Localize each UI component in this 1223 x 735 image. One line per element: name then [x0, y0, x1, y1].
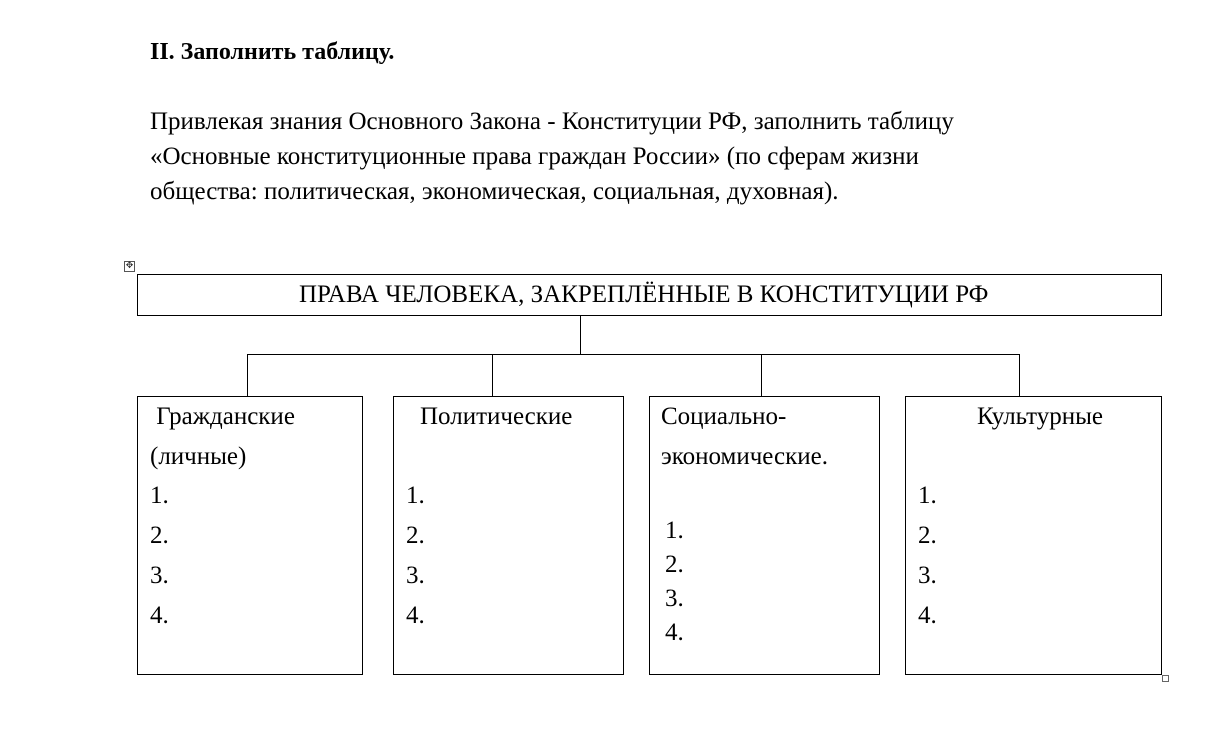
- list-item: 4.: [406, 602, 425, 629]
- list-item: 4.: [665, 619, 684, 646]
- column-title-line: Политические: [420, 403, 573, 430]
- column-box-political[interactable]: [393, 396, 624, 675]
- connector-line: [247, 354, 1020, 355]
- resize-handle-icon[interactable]: [1162, 675, 1169, 682]
- column-title-socioeconomic: [661, 397, 828, 477]
- table-title-box[interactable]: [137, 274, 1162, 316]
- list-item: 3.: [150, 562, 169, 589]
- list-item: 1.: [406, 482, 425, 509]
- column-title-line: экономические.: [661, 443, 828, 470]
- instructions-line: Привлекая знания Основного Закона - Конституции РФ, заполнить таблицу: [150, 108, 954, 135]
- list-item: 2.: [665, 551, 684, 578]
- list-item: 3.: [918, 562, 937, 589]
- column-title-line: Гражданские: [150, 403, 295, 430]
- list-item: 1.: [918, 482, 937, 509]
- column-title-civil: [150, 397, 295, 477]
- list-item: 2.: [150, 522, 169, 549]
- column-box-civil[interactable]: [137, 396, 363, 675]
- connector-line: [580, 316, 581, 355]
- instructions-line: «Основные конституционные права граждан России» (по сферам жизни: [150, 143, 919, 170]
- instructions-paragraph: [150, 104, 954, 209]
- column-title-line: Культурные: [977, 403, 1103, 430]
- list-item: 2.: [406, 522, 425, 549]
- list-item: 3.: [665, 585, 684, 612]
- column-items-political: [406, 476, 425, 636]
- connector-line: [1019, 354, 1020, 396]
- instructions-line: общества: политическая, экономическая, социальная, духовная).: [150, 178, 839, 205]
- move-handle-icon[interactable]: ✥: [125, 261, 134, 271]
- column-box-cultural[interactable]: [905, 396, 1162, 675]
- list-item: 4.: [150, 602, 169, 629]
- list-item: 1.: [665, 517, 684, 544]
- connector-line: [761, 354, 762, 396]
- column-items-civil: [150, 476, 169, 636]
- list-item: 2.: [918, 522, 937, 549]
- column-items-socioeconomic: [665, 514, 684, 650]
- column-title-cultural: [977, 397, 1103, 437]
- page-heading: II. Заполнить таблицу.: [150, 39, 395, 65]
- column-box-socioeconomic[interactable]: [649, 396, 880, 675]
- list-item: 4.: [918, 602, 937, 629]
- connector-line: [247, 354, 248, 396]
- column-title-line: (личные): [150, 443, 247, 470]
- column-items-cultural: [918, 476, 937, 636]
- column-title-political: [420, 397, 572, 437]
- column-title-line: Социально-: [661, 403, 787, 430]
- list-item: 3.: [406, 562, 425, 589]
- table-title: ПРАВА ЧЕЛОВЕКА, ЗАКРЕПЛЁННЫЕ В КОНСТИТУЦИИ РФ: [299, 281, 989, 308]
- connector-line: [492, 354, 493, 396]
- list-item: 1.: [150, 482, 169, 509]
